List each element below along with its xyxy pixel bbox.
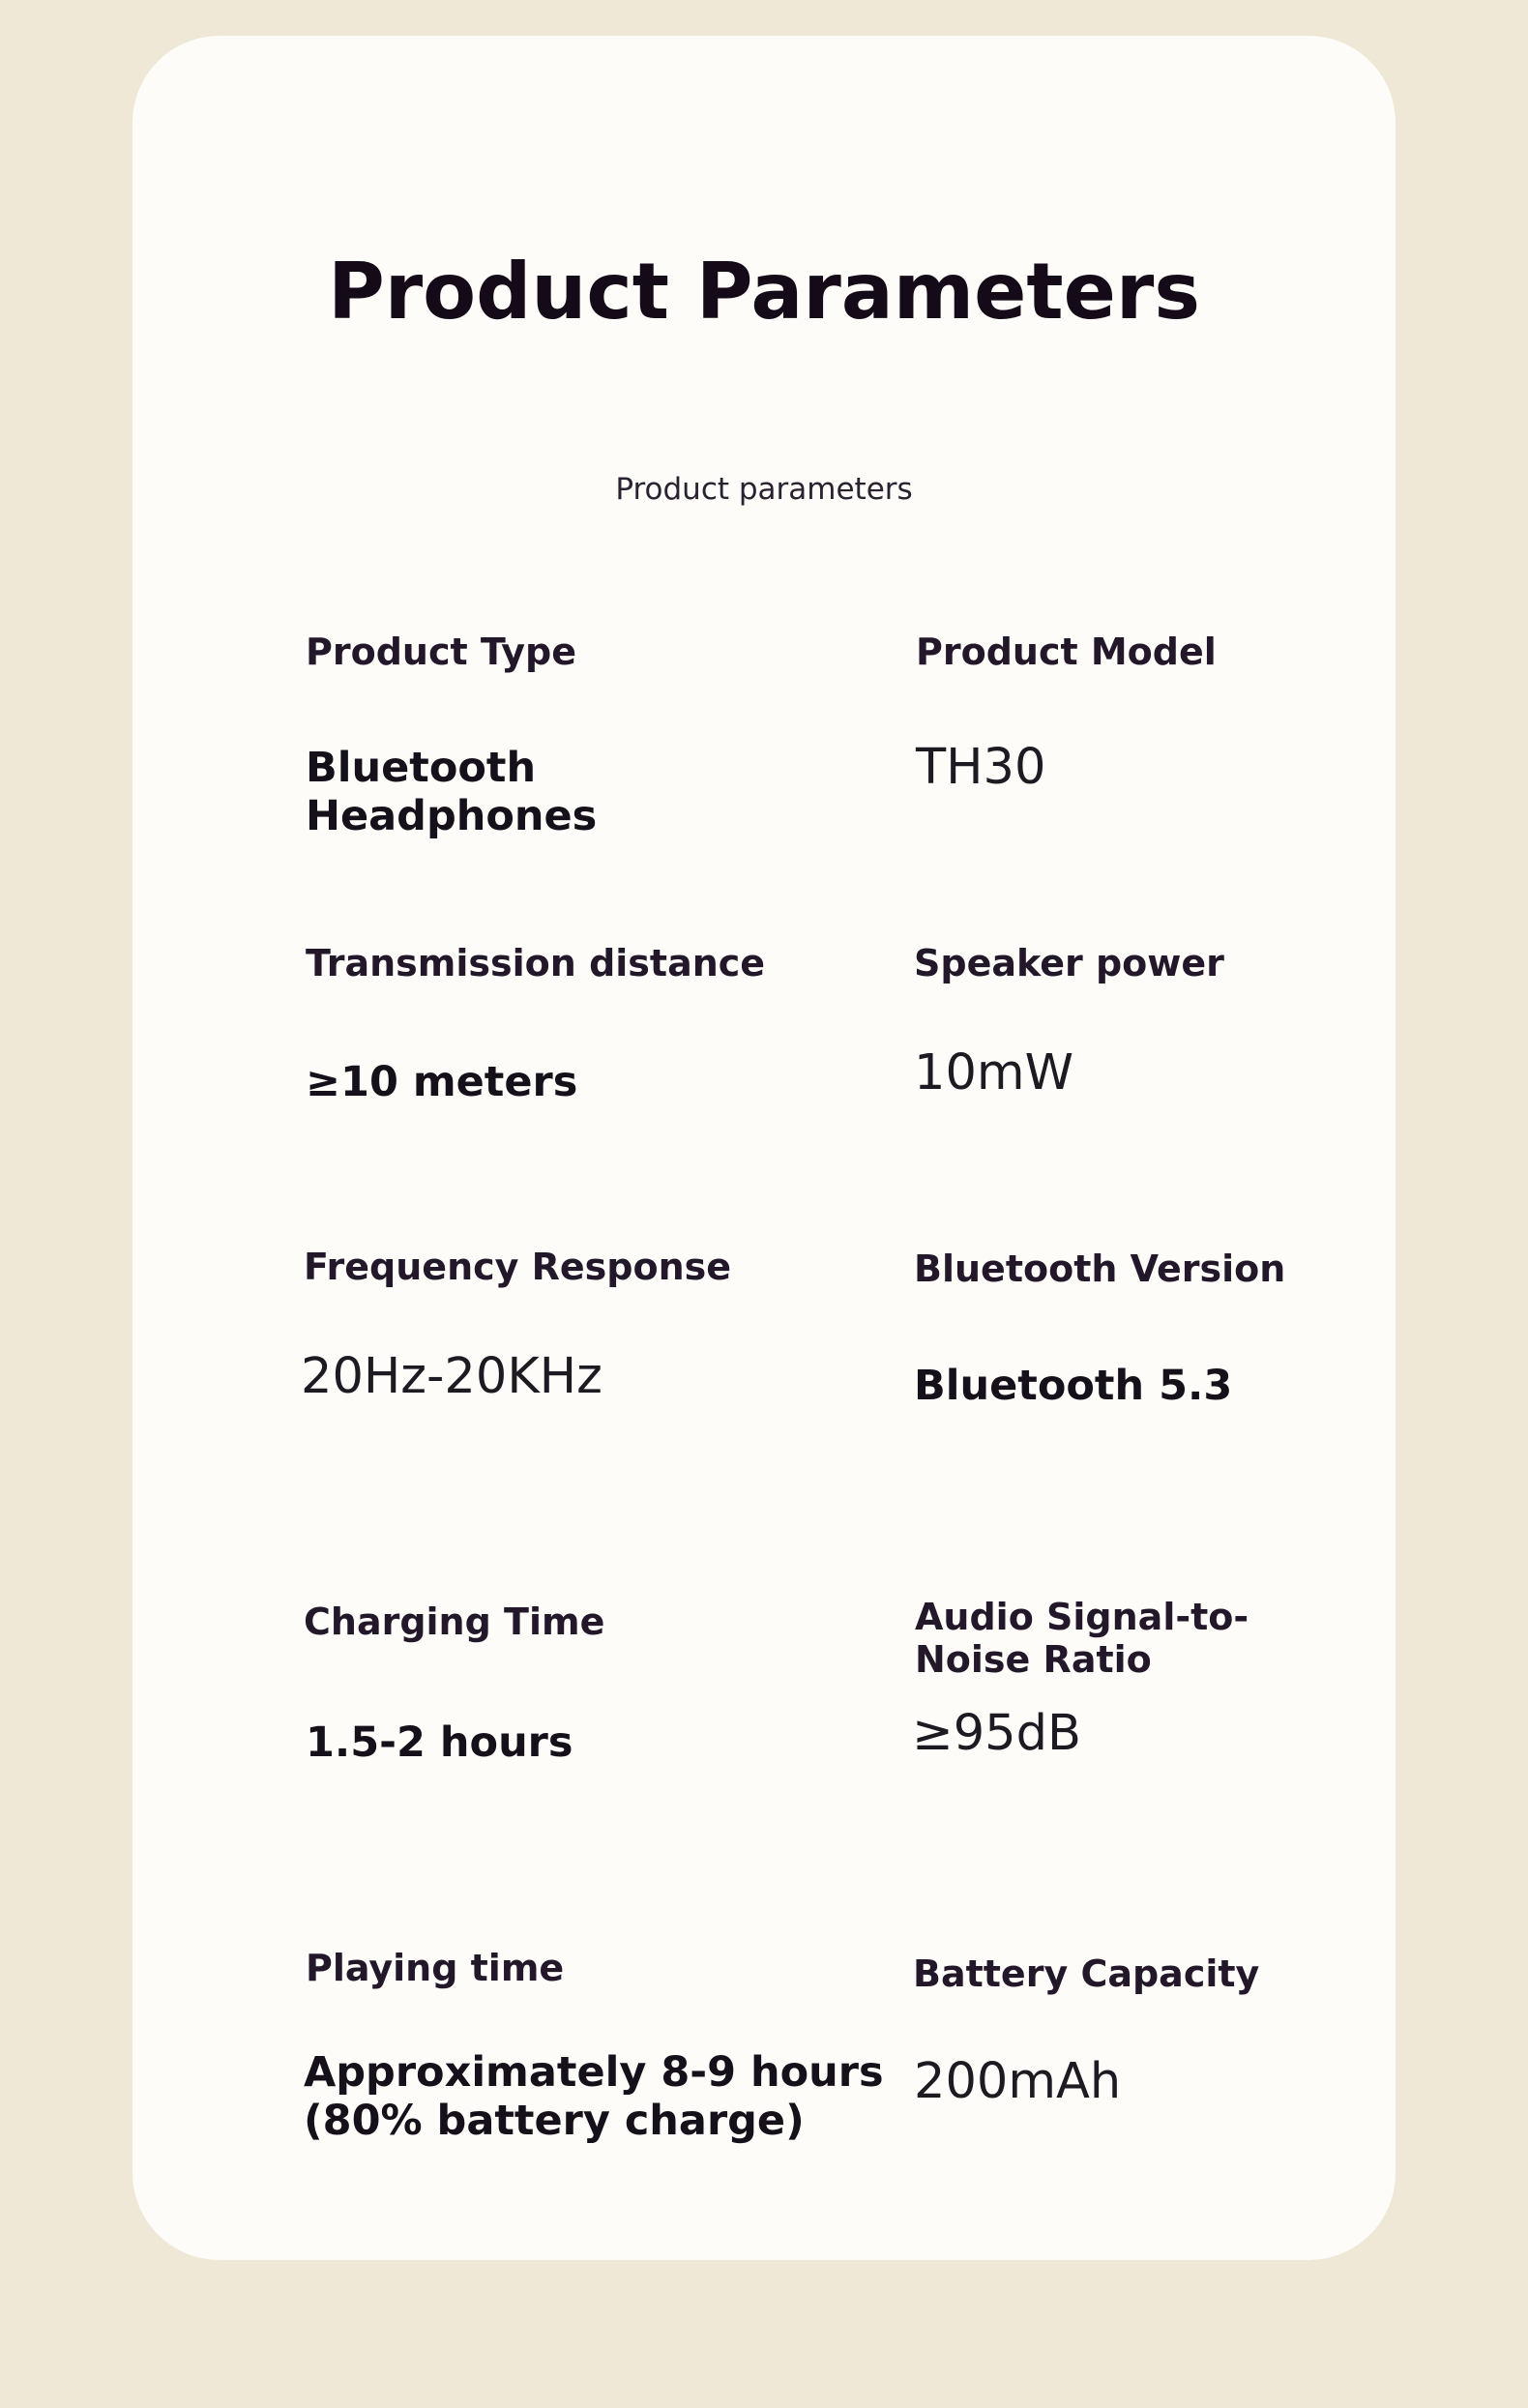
parameters-card [132,36,1396,2260]
param-value-product-model: TH30 [916,739,1046,796]
param-label-speaker-power: Speaker power [914,942,1224,984]
param-label-playing-time: Playing time [306,1947,565,1989]
param-label-charging-time: Charging Time [304,1600,605,1643]
page-title: Product Parameters [328,247,1200,337]
param-label-product-type: Product Type [306,631,577,673]
param-label-frequency-response: Frequency Response [304,1246,732,1288]
param-label-bluetooth-version: Bluetooth Version [914,1248,1286,1290]
param-value-transmission-distance: ≥10 meters [306,1058,578,1106]
param-value-bluetooth-version: Bluetooth 5.3 [914,1362,1233,1410]
param-value-battery-capacity: 200mAh [914,2053,1122,2110]
param-label-battery-capacity: Battery Capacity [913,1953,1260,1995]
param-value-frequency-response: 20Hz-20KHz [301,1348,602,1405]
param-value-audio-snr: ≥95dB [912,1705,1081,1762]
param-value-charging-time: 1.5-2 hours [306,1718,573,1767]
param-value-product-type: Bluetooth Headphones [306,744,598,840]
param-label-product-model: Product Model [916,631,1217,673]
param-value-speaker-power: 10mW [914,1044,1074,1101]
param-label-audio-snr: Audio Signal-to-Noise Ratio [915,1596,1249,1681]
param-label-transmission-distance: Transmission distance [306,942,766,984]
param-value-playing-time: Approximately 8-9 hours (80% battery charge) [304,2048,884,2145]
page-subtitle: Product parameters [615,472,913,507]
